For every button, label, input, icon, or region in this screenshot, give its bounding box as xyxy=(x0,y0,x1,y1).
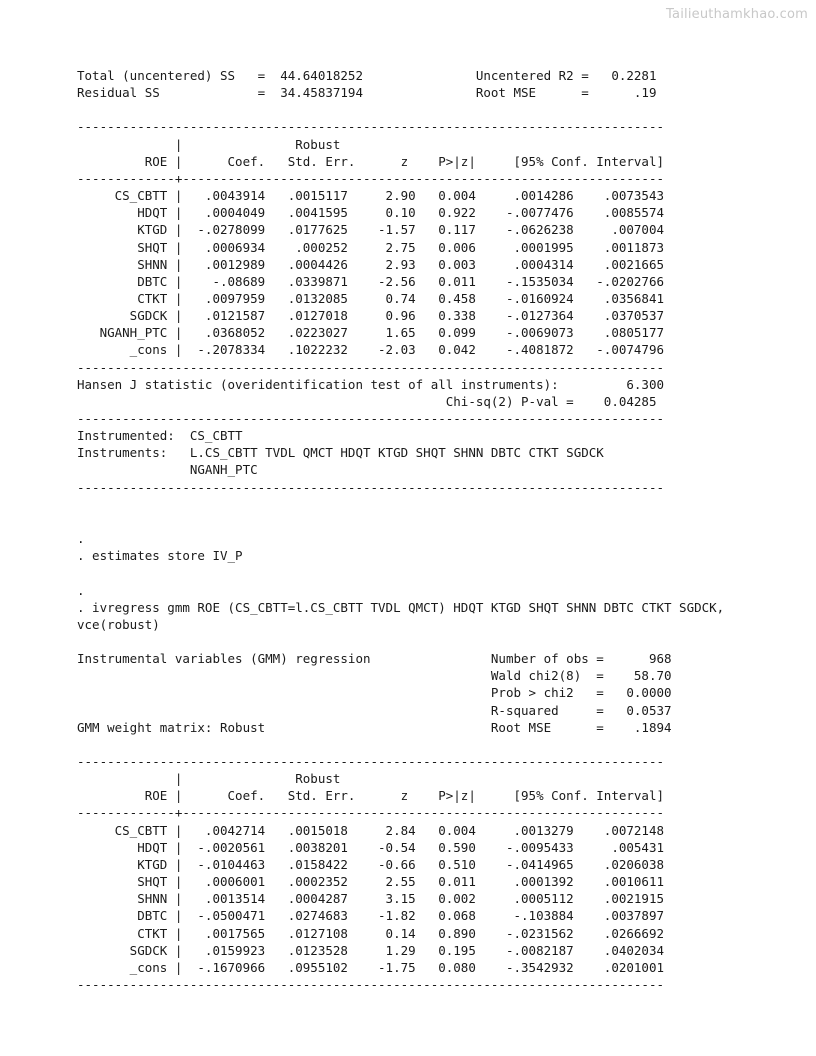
output-line: Instrumental variables (GMM) regression Number of obs = 968 xyxy=(77,651,672,667)
watermark: Tailieuthamkhao.com xyxy=(666,7,808,22)
output-line: SHQT | .0006934 .000252 2.75 0.006 .0001995 .0011873 xyxy=(77,239,664,255)
output-line: ------------------------------------------------------------------------------ xyxy=(77,976,664,992)
output-line: Residual SS = 34.45837194 Root MSE = .19 xyxy=(77,85,657,101)
output-line: Wald chi2(8) = 58.70 xyxy=(77,668,672,684)
output-line: _cons | -.2078334 .1022232 -2.03 0.042 -.4081872 -.0074796 xyxy=(77,342,664,358)
output-line: ------------------------------------------------------------------------------ xyxy=(77,479,664,495)
output-line: CTKT | .0097959 .0132085 0.74 0.458 -.0160924 .0356841 xyxy=(77,290,664,306)
output-line: Prob > chi2 = 0.0000 xyxy=(77,685,672,701)
output-line: SGDCK | .0121587 .0127018 0.96 0.338 -.0127364 .0370537 xyxy=(77,308,664,324)
output-line: . estimates store IV_P xyxy=(77,548,243,564)
output-line: Total (uncentered) SS = 44.64018252 Uncentered R2 = 0.2281 xyxy=(77,68,657,83)
output-line: | Robust xyxy=(77,136,341,152)
output-line: vce(robust) xyxy=(77,616,160,632)
output-line: DBTC | -.08689 .0339871 -2.56 0.011 -.1535034 -.0202766 xyxy=(77,273,664,289)
output-line: SHNN | .0013514 .0004287 3.15 0.002 .0005112 .0021915 xyxy=(77,891,664,907)
output-line: ROE | Coef. Std. Err. z P>|z| [95% Conf. Interval] xyxy=(77,788,664,804)
output-line: -------------+---------------------------------------------------------------- xyxy=(77,170,664,186)
output-line: SHQT | .0006001 .0002352 2.55 0.011 .0001392 .0010611 xyxy=(77,874,664,890)
output-line: CTKT | .0017565 .0127108 0.14 0.890 -.0231562 .0266692 xyxy=(77,925,664,941)
output-line: KTGD | -.0104463 .0158422 -0.66 0.510 -.0414965 .0206038 xyxy=(77,856,664,872)
output-line: HDQT | .0004049 .0041595 0.10 0.922 -.0077476 .0085574 xyxy=(77,205,664,221)
output-line: . ivregress gmm ROE (CS_CBTT=l.CS_CBTT TVDL QMCT) HDQT KTGD SHQT SHNN DBTC CTKT SGDCK, xyxy=(77,599,725,615)
output-line: | Robust xyxy=(77,771,341,787)
output-line: DBTC | -.0500471 .0274683 -1.82 0.068 -.103884 .0037897 xyxy=(77,908,664,924)
output-line: GMM weight matrix: Robust Root MSE = .1894 xyxy=(77,719,672,735)
output-line: CS_CBTT | .0042714 .0015018 2.84 0.004 .0013279 .0072148 xyxy=(77,822,664,838)
output-line: NGANH_PTC | .0368052 .0223027 1.65 0.099 -.0069073 .0805177 xyxy=(77,325,664,341)
output-line: KTGD | -.0278099 .0177625 -1.57 0.117 -.0626238 .007004 xyxy=(77,222,664,238)
output-line: Instruments: L.CS_CBTT TVDL QMCT HDQT KTGD SHQT SHNN DBTC CTKT SGDCK xyxy=(77,445,604,461)
output-line: SGDCK | .0159923 .0123528 1.29 0.195 -.0082187 .0402034 xyxy=(77,942,664,958)
output-line: NGANH_PTC xyxy=(77,462,258,478)
output-line: ------------------------------------------------------------------------------ xyxy=(77,411,664,426)
output-line: . xyxy=(77,531,85,547)
output-line: . xyxy=(77,582,85,598)
output-line: Instrumented: CS_CBTT xyxy=(77,428,243,444)
output-line: Chi-sq(2) P-val = 0.04285 xyxy=(77,393,657,409)
output-line: Hansen J statistic (overidentification test of all instruments): 6.300 xyxy=(77,376,664,392)
output-line: SHNN | .0012989 .0004426 2.93 0.003 .0004314 .0021665 xyxy=(77,256,664,272)
output-line: HDQT | -.0020561 .0038201 -0.54 0.590 -.0095433 .005431 xyxy=(77,839,664,855)
output-line: ROE | Coef. Std. Err. z P>|z| [95% Conf. Interval] xyxy=(77,153,664,169)
output-line: R-squared = 0.0537 xyxy=(77,702,672,718)
output-line: _cons | -.1670966 .0955102 -1.75 0.080 -.3542932 .0201001 xyxy=(77,959,664,975)
output-line: -------------+---------------------------------------------------------------- xyxy=(77,805,664,821)
output-line: ------------------------------------------------------------------------------ xyxy=(77,119,664,135)
output-line: ------------------------------------------------------------------------------ xyxy=(77,754,664,769)
output-line: CS_CBTT | .0043914 .0015117 2.90 0.004 .0014286 .0073543 xyxy=(77,188,664,204)
output-line: ------------------------------------------------------------------------------ xyxy=(77,359,664,375)
